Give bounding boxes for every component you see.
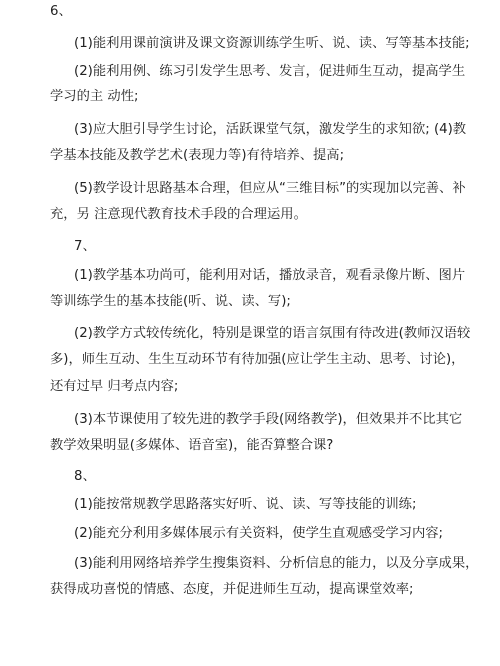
- paragraph-line: 学基本技能及教学艺术(表现力等)有待培养、提高;: [50, 148, 345, 163]
- paragraph-line: (1)能按常规教学思路落实好听、说、读、写等技能的训练;: [74, 497, 417, 512]
- paragraph-line: (1)教学基本功尚可，能利用对话，播放录音，观看录像片断、图片: [74, 268, 466, 283]
- paragraph-line: 还有过早 归考点内容;: [50, 379, 179, 394]
- paragraph-line: 学习的主 动性;: [50, 89, 139, 104]
- paragraph-line: 等训练学生的基本技能(听、说、读、写);: [50, 294, 291, 309]
- section-number-7: 7、: [74, 239, 96, 254]
- paragraph-line: (5)教学设计思路基本合理，但应从“三维目标”的实现加以完善、补: [74, 181, 466, 196]
- paragraph-line: (2)能充分利用多媒体展示有关资料，使学生直观感受学习内容;: [74, 526, 444, 541]
- paragraph-line: (2)教学方式较传统化，特别是课堂的语言氛围有待改进(教师汉语较: [74, 326, 471, 341]
- paragraph-line: (3)能利用网络培养学生搜集资料、分析信息的能力，以及分享成果，: [74, 556, 479, 571]
- section-number-8: 8、: [74, 469, 96, 484]
- paragraph-line: 充，另 注意现代教育技术手段的合理运用。: [50, 207, 307, 222]
- paragraph-line: (1)能利用课前演讲及课文资源训练学生听、说、读、写等基本技能;: [74, 36, 470, 51]
- paragraph-line: (2)能利用例、练习引发学生思考、发言，促进师生互动，提高学生: [74, 64, 466, 79]
- paragraph-line: 多)，师生互动、生生互动环节有待加强(应让学生主动、思考、讨论)，: [50, 352, 465, 367]
- paragraph-line: (3)本节课使用了较先进的教学手段(网络教学)，但效果并不比其它: [74, 412, 463, 427]
- paragraph-line: 教学效果明显(多媒体、语音室)，能否算整合课?: [50, 438, 334, 453]
- section-number-6: 6、: [50, 4, 72, 19]
- paragraph-line: (3)应大胆引导学生讨论，活跃课堂气氛，激发学生的求知欲; (4)教: [74, 122, 467, 137]
- paragraph-line: 获得成功喜悦的情感、态度，并促进师生互动，提高课堂效率;: [50, 582, 414, 597]
